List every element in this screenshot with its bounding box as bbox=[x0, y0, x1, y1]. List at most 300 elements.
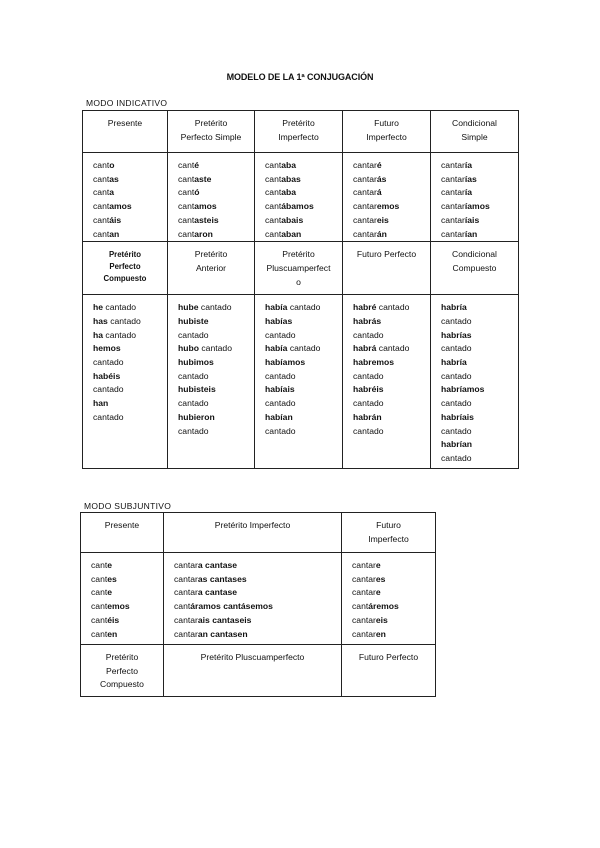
verb-form bbox=[178, 159, 254, 173]
verb-form bbox=[93, 411, 167, 425]
verb-form bbox=[353, 411, 430, 425]
column-header bbox=[431, 111, 519, 153]
verb-form bbox=[178, 356, 254, 370]
auxiliary: hubimos bbox=[178, 357, 214, 368]
ending: ías bbox=[464, 173, 477, 184]
verb-form bbox=[178, 186, 254, 200]
participle: cantado bbox=[441, 315, 472, 326]
verb-form bbox=[93, 397, 167, 411]
verb-form bbox=[441, 370, 518, 384]
subjuntivo-label: MODO SUBJUNTIVO bbox=[84, 501, 172, 511]
stem: cant bbox=[93, 187, 110, 198]
stem: cant bbox=[93, 160, 110, 170]
participle: cantado bbox=[265, 370, 296, 381]
verb-form bbox=[265, 370, 342, 384]
participle: cantado bbox=[265, 398, 296, 409]
verb-form bbox=[265, 383, 342, 397]
column-header bbox=[81, 513, 164, 553]
ending: aste bbox=[194, 173, 212, 184]
header-text: Perfecto bbox=[109, 262, 141, 272]
auxiliary: habréis bbox=[353, 384, 384, 395]
header-text: Pretérito bbox=[194, 118, 228, 128]
stem: cantar bbox=[174, 614, 198, 625]
participle: cantado bbox=[353, 425, 384, 436]
stem: cant bbox=[178, 160, 195, 170]
participle: cantado bbox=[287, 302, 321, 313]
ending: e bbox=[375, 560, 381, 570]
column-header bbox=[164, 513, 342, 553]
header-text: Pretérito Pluscuamperfecto bbox=[200, 652, 305, 662]
verb-form bbox=[441, 411, 518, 425]
verb-form bbox=[441, 315, 518, 329]
stem: cant bbox=[91, 573, 108, 584]
ending: ía bbox=[464, 187, 473, 198]
ending: éis bbox=[107, 614, 120, 625]
participle: cantado bbox=[198, 302, 232, 313]
auxiliary: habré bbox=[353, 302, 377, 313]
auxiliary: hubiste bbox=[178, 315, 209, 326]
ending: aron bbox=[194, 228, 213, 239]
header-text: Anterior bbox=[195, 262, 227, 273]
stem: cant bbox=[265, 187, 282, 198]
header-text: Pretérito bbox=[105, 652, 139, 662]
verb-form bbox=[265, 356, 342, 370]
verb-form bbox=[174, 573, 341, 587]
participle: cantado bbox=[441, 343, 472, 354]
verb-form bbox=[93, 301, 167, 315]
column-header bbox=[168, 111, 255, 153]
auxiliary: habrás bbox=[353, 315, 382, 326]
stem: cantar bbox=[174, 573, 198, 584]
participle: cantado bbox=[265, 329, 296, 340]
verb-form bbox=[353, 356, 430, 370]
column-header bbox=[168, 242, 255, 295]
verb-form bbox=[353, 425, 430, 439]
verb-form bbox=[353, 315, 430, 329]
verb-form bbox=[441, 397, 518, 411]
indicativo-simple-forms-row bbox=[83, 153, 519, 242]
verb-form bbox=[91, 600, 163, 614]
ending: abais bbox=[281, 214, 304, 225]
ending: ais cantaseis bbox=[197, 614, 252, 625]
verb-form bbox=[352, 600, 435, 614]
verb-form bbox=[441, 200, 518, 214]
stem: cantar bbox=[353, 201, 377, 212]
ending: áramos cantásemos bbox=[190, 601, 273, 612]
participle: cantado bbox=[353, 370, 384, 381]
auxiliary: habría bbox=[441, 302, 467, 313]
verb-form bbox=[178, 173, 254, 187]
verb-form bbox=[352, 614, 435, 628]
ending: amos bbox=[109, 201, 132, 212]
ending: e bbox=[107, 587, 113, 598]
verb-form bbox=[265, 159, 342, 173]
verb-form bbox=[441, 301, 518, 315]
header-text: Futuro Perfecto bbox=[356, 249, 417, 260]
stem: cant bbox=[93, 214, 110, 225]
forms-cell bbox=[431, 153, 519, 242]
auxiliary: habremos bbox=[353, 357, 395, 368]
column-header bbox=[431, 242, 519, 295]
auxiliary: han bbox=[93, 398, 109, 409]
subjuntivo-simple-header-row bbox=[81, 513, 436, 553]
header-text: Presente bbox=[107, 118, 143, 128]
auxiliary: hube bbox=[178, 302, 199, 313]
verb-form bbox=[178, 383, 254, 397]
header-text: Futuro Perfecto bbox=[358, 652, 419, 662]
stem: cantar bbox=[174, 628, 198, 639]
ending: áremos bbox=[368, 601, 399, 612]
stem: cantar bbox=[352, 587, 376, 598]
header-text: o bbox=[296, 276, 301, 287]
stem: cantar bbox=[353, 173, 377, 184]
column-header bbox=[343, 242, 431, 295]
verb-form bbox=[178, 342, 254, 356]
ending: en bbox=[375, 628, 386, 639]
indicativo-table bbox=[82, 110, 519, 469]
verb-form bbox=[265, 186, 342, 200]
auxiliary: he bbox=[93, 302, 104, 313]
stem: cantar bbox=[352, 560, 376, 570]
ending: es bbox=[375, 573, 386, 584]
verb-form bbox=[93, 214, 167, 228]
forms-cell bbox=[83, 153, 168, 242]
auxiliary: habías bbox=[265, 315, 293, 326]
stem: cantar bbox=[353, 187, 377, 198]
indicativo-compound-header-row bbox=[83, 242, 519, 295]
verb-form bbox=[91, 573, 163, 587]
forms-cell bbox=[342, 553, 436, 645]
forms-cell bbox=[255, 295, 343, 469]
header-text: Perfecto bbox=[105, 665, 138, 676]
stem: cantar bbox=[441, 160, 465, 170]
verb-form bbox=[265, 173, 342, 187]
verb-form bbox=[178, 397, 254, 411]
verb-form bbox=[178, 301, 254, 315]
ending: á bbox=[376, 187, 382, 198]
verb-form bbox=[352, 559, 435, 573]
verb-form bbox=[265, 228, 342, 242]
header-text: Futuro bbox=[374, 118, 399, 128]
forms-cell bbox=[164, 553, 342, 645]
participle: cantado bbox=[107, 315, 141, 326]
stem: cant bbox=[178, 214, 195, 225]
stem: cant bbox=[178, 187, 195, 198]
ending: a bbox=[109, 187, 115, 198]
verb-form bbox=[265, 411, 342, 425]
forms-cell bbox=[255, 153, 343, 242]
verb-form bbox=[178, 425, 254, 439]
ending: eis bbox=[376, 214, 389, 225]
header-text: Pretérito bbox=[282, 118, 315, 128]
auxiliary: habrán bbox=[353, 411, 382, 422]
forms-cell bbox=[81, 553, 164, 645]
ending: en bbox=[107, 628, 118, 639]
header-text: Compuesto bbox=[100, 679, 144, 690]
participle: cantado bbox=[178, 425, 209, 436]
verb-form bbox=[353, 342, 430, 356]
participle: cantado bbox=[103, 302, 137, 313]
verb-form bbox=[353, 214, 430, 228]
ending: é bbox=[194, 160, 200, 170]
forms-cell bbox=[168, 153, 255, 242]
ending: a cantase bbox=[197, 587, 238, 598]
stem: cant bbox=[265, 201, 282, 212]
header-text: Pretérito Imperfecto bbox=[214, 520, 291, 530]
auxiliary: habíais bbox=[265, 384, 295, 395]
verb-form bbox=[178, 315, 254, 329]
participle: cantado bbox=[178, 329, 209, 340]
stem: cant bbox=[178, 201, 195, 212]
verb-form bbox=[174, 628, 341, 642]
ending: ía bbox=[464, 160, 473, 170]
participle: cantado bbox=[199, 343, 232, 354]
verb-form bbox=[353, 301, 430, 315]
stem: cant bbox=[91, 560, 108, 570]
participle: cantado bbox=[353, 398, 384, 409]
auxiliary: hubisteis bbox=[178, 384, 216, 395]
participle: cantado bbox=[441, 425, 472, 436]
verb-form bbox=[353, 383, 430, 397]
verb-form bbox=[265, 315, 342, 329]
stem: cant bbox=[93, 228, 110, 239]
column-header bbox=[255, 242, 343, 295]
participle: cantado bbox=[441, 452, 472, 463]
verb-form bbox=[352, 628, 435, 642]
auxiliary: hemos bbox=[93, 343, 121, 354]
header-text: Imperfecto bbox=[366, 131, 407, 142]
auxiliary: habríamos bbox=[441, 384, 485, 395]
auxiliary: habríais bbox=[441, 411, 474, 422]
header-text: Condicional bbox=[452, 118, 497, 128]
verb-form bbox=[265, 200, 342, 214]
participle: cantado bbox=[93, 357, 124, 368]
verb-form bbox=[93, 159, 167, 173]
participle: cantado bbox=[287, 343, 321, 354]
verb-form bbox=[353, 173, 430, 187]
verb-form bbox=[93, 186, 167, 200]
forms-cell bbox=[343, 295, 431, 469]
stem: cant bbox=[265, 173, 282, 184]
auxiliary: ha bbox=[93, 329, 104, 340]
verb-form bbox=[178, 329, 254, 343]
auxiliary: había bbox=[265, 343, 288, 354]
verb-form bbox=[441, 173, 518, 187]
verb-form bbox=[353, 228, 430, 242]
header-text: Compuesto bbox=[452, 262, 497, 273]
verb-form bbox=[91, 559, 163, 573]
verb-form bbox=[441, 383, 518, 397]
header-text: Imperfecto bbox=[368, 533, 409, 544]
verb-form bbox=[441, 452, 518, 466]
header-text: Pretérito bbox=[194, 249, 228, 260]
forms-cell bbox=[431, 295, 519, 469]
ending: abas bbox=[281, 173, 301, 184]
forms-cell bbox=[343, 153, 431, 242]
forms-cell bbox=[83, 295, 168, 469]
stem: cantar bbox=[441, 201, 465, 212]
participle: cantado bbox=[441, 370, 472, 381]
stem: cantar bbox=[353, 214, 377, 225]
stem: cant bbox=[91, 587, 108, 598]
verb-form bbox=[265, 425, 342, 439]
ending: es bbox=[107, 573, 117, 584]
verb-form bbox=[93, 370, 167, 384]
column-header bbox=[255, 111, 343, 153]
verb-form bbox=[178, 200, 254, 214]
verb-form bbox=[93, 329, 167, 343]
ending: amos bbox=[194, 201, 217, 212]
stem: cantar bbox=[353, 160, 377, 170]
stem: cantar bbox=[352, 614, 376, 625]
verb-form bbox=[441, 228, 518, 242]
ending: íais bbox=[464, 214, 480, 225]
ending: e bbox=[375, 587, 381, 598]
auxiliary: había bbox=[265, 302, 288, 313]
participle: cantado bbox=[265, 425, 296, 436]
stem: cantar bbox=[441, 173, 465, 184]
verb-form bbox=[178, 214, 254, 228]
header-text: Compuesto bbox=[103, 274, 147, 284]
participle: cantado bbox=[103, 329, 137, 340]
participle: cantado bbox=[353, 329, 384, 340]
stem: cantar bbox=[352, 573, 376, 584]
ending: ó bbox=[194, 187, 200, 198]
participle: cantado bbox=[376, 302, 410, 313]
stem: cantar bbox=[441, 214, 465, 225]
verb-form bbox=[91, 614, 163, 628]
column-header bbox=[342, 645, 436, 697]
ending: é bbox=[376, 160, 382, 170]
indicativo-simple-header-row bbox=[83, 111, 519, 153]
participle: cantado bbox=[93, 411, 124, 422]
ending: emos bbox=[107, 601, 130, 612]
verb-form bbox=[174, 559, 341, 573]
verb-form bbox=[353, 329, 430, 343]
stem: cantar bbox=[353, 228, 377, 239]
verb-form bbox=[93, 228, 167, 242]
stem: cant bbox=[93, 173, 110, 184]
stem: cant bbox=[178, 228, 195, 239]
stem: cant bbox=[352, 601, 369, 612]
verb-form bbox=[178, 411, 254, 425]
participle: cantado bbox=[441, 398, 472, 409]
verb-form bbox=[441, 214, 518, 228]
column-header bbox=[343, 111, 431, 153]
verb-form bbox=[178, 228, 254, 242]
participle: cantado bbox=[376, 343, 410, 354]
subjuntivo-compound-header-row bbox=[81, 645, 436, 697]
auxiliary: habría bbox=[441, 357, 467, 368]
stem: cant bbox=[265, 228, 282, 239]
ending: a cantase bbox=[197, 560, 238, 570]
verb-form bbox=[93, 356, 167, 370]
verb-form bbox=[174, 600, 341, 614]
ending: eis bbox=[375, 614, 388, 625]
stem: cantar bbox=[352, 628, 376, 639]
column-header bbox=[164, 645, 342, 697]
ending: asteis bbox=[194, 214, 219, 225]
verb-form bbox=[352, 586, 435, 600]
verb-form bbox=[441, 159, 518, 173]
ending: as bbox=[109, 173, 119, 184]
ending: ás bbox=[376, 173, 387, 184]
participle: cantado bbox=[93, 384, 131, 395]
verb-form bbox=[441, 342, 518, 356]
auxiliary: habrá bbox=[353, 343, 377, 354]
verb-form bbox=[441, 438, 518, 452]
column-header bbox=[83, 242, 168, 295]
header-text: Simple bbox=[461, 131, 488, 142]
participle: cantado bbox=[178, 370, 209, 381]
verb-form bbox=[178, 370, 254, 384]
subjuntivo-simple-forms-row bbox=[81, 553, 436, 645]
verb-form bbox=[174, 614, 341, 628]
verb-form bbox=[441, 186, 518, 200]
verb-form bbox=[441, 329, 518, 343]
verb-form bbox=[93, 315, 167, 329]
verb-form bbox=[353, 200, 430, 214]
stem: cantar bbox=[441, 228, 465, 239]
verb-form bbox=[93, 200, 167, 214]
verb-form bbox=[265, 301, 342, 315]
stem: cant bbox=[178, 173, 195, 184]
verb-form bbox=[91, 628, 163, 642]
ending: áis bbox=[109, 214, 122, 225]
header-text: Pretérito bbox=[108, 250, 142, 260]
column-header bbox=[81, 645, 164, 697]
stem: cant bbox=[174, 601, 191, 612]
stem: cant bbox=[265, 160, 282, 170]
ending: an cantasen bbox=[197, 628, 248, 639]
verb-form bbox=[353, 397, 430, 411]
auxiliary: hubo bbox=[178, 343, 199, 354]
header-text: Imperfecto bbox=[278, 131, 319, 142]
stem: cant bbox=[91, 628, 108, 639]
header-text: Presente bbox=[104, 520, 140, 530]
forms-cell bbox=[168, 295, 255, 469]
ending: ían bbox=[464, 228, 478, 239]
auxiliary: has bbox=[93, 315, 108, 326]
verb-form bbox=[265, 329, 342, 343]
auxiliary: habéis bbox=[93, 370, 121, 381]
page-title: MODELO DE LA 1ª CONJUGACIÓN bbox=[226, 72, 374, 82]
verb-form bbox=[174, 586, 341, 600]
verb-form bbox=[93, 342, 167, 356]
ending: aba bbox=[281, 160, 297, 170]
header-text: Pluscuamperfect bbox=[266, 262, 331, 273]
ending: an bbox=[109, 228, 120, 239]
auxiliary: habrían bbox=[441, 439, 473, 450]
auxiliary: habíamos bbox=[265, 357, 306, 368]
stem: cant bbox=[93, 201, 110, 212]
verb-form bbox=[353, 370, 430, 384]
ending: aba bbox=[281, 187, 297, 198]
stem: cant bbox=[91, 601, 108, 612]
ending: e bbox=[107, 560, 113, 570]
header-text: Condicional bbox=[452, 249, 497, 260]
stem: cantar bbox=[441, 187, 465, 198]
header-text: Pretérito bbox=[282, 249, 315, 260]
participle: cantado bbox=[178, 398, 209, 409]
indicativo-compound-forms-row bbox=[83, 295, 519, 469]
ending: án bbox=[376, 228, 387, 239]
verb-form bbox=[353, 186, 430, 200]
header-text: Perfecto Simple bbox=[180, 131, 242, 142]
verb-form bbox=[352, 573, 435, 587]
column-header bbox=[83, 111, 168, 153]
verb-form bbox=[265, 397, 342, 411]
